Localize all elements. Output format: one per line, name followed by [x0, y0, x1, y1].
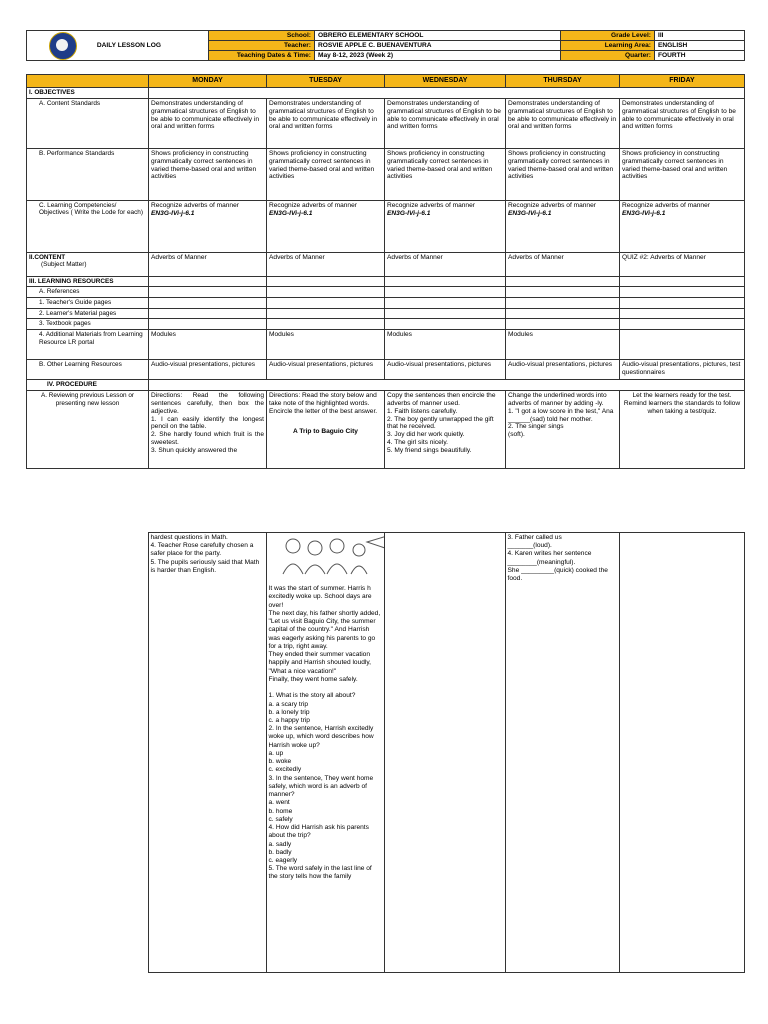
day-header-tuesday: TUESDAY	[267, 75, 385, 88]
other-monday: Audio-visual presentations, pictures	[149, 360, 267, 380]
content-standard-tuesday: Demonstrates understanding of grammatical structures of English to be able to communicate effectively in oral and written forms	[267, 98, 385, 148]
continued-thursday: 3. Father called us _______(loud). 4. Karen writes her sentence ________(meaningful). She _________(quick) cooked the food.	[505, 533, 619, 973]
review-label: A. Reviewing previous Lesson or presenting new lesson	[27, 390, 149, 468]
continued-friday	[619, 533, 744, 973]
other-resources-label: B. Other Learning Resources	[27, 360, 149, 380]
title-cell	[27, 31, 209, 61]
lesson-table	[26, 74, 745, 469]
performance-standard-thursday: Shows proficiency in constructing grammatically correct sentences in varied theme-based oral and written activities	[506, 148, 620, 200]
day-header-monday: MONDAY	[149, 75, 267, 88]
other-wednesday: Audio-visual presentations, pictures	[385, 360, 506, 380]
performance-standards-label: B. Performance Standards	[27, 148, 149, 200]
content-monday: Adverbs of Manner	[149, 252, 267, 276]
day-header-friday: FRIDAY	[620, 75, 745, 88]
objectives-heading: I. OBJECTIVES	[27, 88, 149, 99]
content-thursday: Adverbs of Manner	[506, 252, 620, 276]
review-monday: Directions: Read the following sentences carefully, then box the adjective. 1. I can easily identify the longest pencil on the table. 2. She hardly found which fruit is the sweetest. 3. Shun quickly answered the	[149, 390, 267, 468]
day-header-thursday: THURSDAY	[506, 75, 620, 88]
quarter-value: FOURTH	[655, 51, 745, 61]
additional-friday	[620, 330, 745, 360]
competency-wednesday: Recognize adverbs of manner EN3G-IVi-j-6.1	[385, 200, 506, 252]
lm-label: 2. Learner's Material pages	[27, 308, 149, 319]
additional-tuesday: Modules	[267, 330, 385, 360]
content-label: II.CONTENT (Subject Matter)	[27, 252, 149, 276]
procedure-heading: IV. PROCEDURE	[27, 380, 149, 391]
grade-value: III	[655, 31, 745, 41]
content-friday: QUIZ #2: Adverbs of Manner	[620, 252, 745, 276]
content-wednesday: Adverbs of Manner	[385, 252, 506, 276]
area-value: ENGLISH	[655, 41, 745, 51]
story-title: A Trip to Baguio City	[293, 427, 358, 435]
additional-wednesday: Modules	[385, 330, 506, 360]
quarter-label: Quarter:	[561, 51, 655, 61]
additional-thursday: Modules	[506, 330, 620, 360]
tg-label: 1. Teacher's Guide pages	[27, 298, 149, 309]
references-label: A. References	[27, 287, 149, 298]
learning-resources-heading: III. LEARNING RESOURCES	[27, 276, 149, 287]
competencies-label: C. Learning Competencies/ Objectives ( Write the Lode for each)	[27, 200, 149, 252]
review-thursday: Change the underlined words into adverbs of manner by adding -ly. 1. "I got a low score in the test," Ana ______(sad) told her mother. 2. The singer sings (soft).	[506, 390, 620, 468]
content-standard-monday: Demonstrates understanding of grammatical structures of English to be able to communicate effectively in oral and written forms	[149, 98, 267, 148]
dates-label: Teaching Dates & Time:	[209, 51, 315, 61]
review-friday: Let the learners ready for the test. Remind learners the standards to follow when taking a test/quiz.	[620, 390, 745, 468]
header-table	[26, 30, 745, 61]
review-wednesday: Copy the sentences then encircle the adverbs of manner used. 1. Faith listens carefully. 2. The boy gently unwrapped the gift that he received. 3. Joy did her work quietly. 4. The girl sits nicely. 5. My friend sings beautifully.	[385, 390, 506, 468]
competency-friday: Recognize adverbs of manner EN3G-IVi-j-6.1	[620, 200, 745, 252]
grade-label: Grade Level:	[561, 31, 655, 41]
corner-cell	[27, 75, 149, 88]
continued-monday: hardest questions in Math. 4. Teacher Rose carefully chosen a safer place for the party. 5. The pupils seriously said that Math is harder than English.	[148, 533, 266, 973]
deped-seal-icon	[49, 32, 77, 60]
performance-standard-friday: Shows proficiency in constructing grammatically correct sentences in varied theme-based oral and written activities	[620, 148, 745, 200]
children-illustration-icon	[271, 534, 385, 576]
other-tuesday: Audio-visual presentations, pictures	[267, 360, 385, 380]
lesson-table-continued	[26, 532, 745, 973]
dates-value: May 8-12, 2023 (Week 2)	[315, 51, 561, 61]
story-and-questions: It was the start of summer. Harris h excitedly woke up. School days are over! The next day, his father shortly added, "Let us visit Baguio City, the summer capital of the country." And Harrish was eagerly asking his parents to go for a trip, right away. They ended their summer vacation happily and Harrish shouted loudly, "What a nice vacation!" Finally, they went home safely. 1. What is the story all about? a. a scary trip b. a lonely trip c. a happy trip 2. In the sentence, Harrish excitedly woke up, which word describes how Harrish woke up? a. up b. woke c. excitedly 3. In the sentence, They went home safely, which word is an adverb of manner? a. went b. home c. safely 4. How did Harrish ask his parents about the trip? a. sadly b. badly c. eagerly 5. The word safely in the last line of the story tells how the family	[268, 585, 381, 881]
day-header-wednesday: WEDNESDAY	[385, 75, 506, 88]
other-thursday: Audio-visual presentations, pictures	[506, 360, 620, 380]
competency-tuesday: Recognize adverbs of manner EN3G-IVi-j-6.1	[267, 200, 385, 252]
document-title: DAILY LESSON LOG	[96, 42, 161, 50]
teacher-label: Teacher:	[209, 41, 315, 51]
performance-standard-tuesday: Shows proficiency in constructing grammatically correct sentences in varied theme-based oral and written activities	[267, 148, 385, 200]
competency-thursday: Recognize adverbs of manner EN3G-IVi-j-6.1	[506, 200, 620, 252]
content-tuesday: Adverbs of Manner	[267, 252, 385, 276]
competency-monday: Recognize adverbs of manner EN3G-IVi-j-6.1	[149, 200, 267, 252]
school-label: School:	[209, 31, 315, 41]
review-tuesday-directions: Directions: Read the story below and take note of the highlighted words. Encircle the letter of the best answer.	[269, 391, 378, 415]
content-standard-wednesday: Demonstrates understanding of grammatical structures of English to be able to communicate effectively in oral and written forms	[385, 98, 506, 148]
content-standard-thursday: Demonstrates understanding of grammatical structures of English to be able to communicate effectively in oral and written forms	[506, 98, 620, 148]
continued-tuesday	[266, 533, 384, 973]
content-standard-friday: Demonstrates understanding of grammatical structures of English to be able to communicate effectively in oral and written forms	[620, 98, 745, 148]
performance-standard-monday: Shows proficiency in constructing grammatically correct sentences in varied theme-based oral and written activities	[149, 148, 267, 200]
continued-wednesday	[384, 533, 505, 973]
additional-monday: Modules	[149, 330, 267, 360]
content-standards-label: A. Content Standards	[27, 98, 149, 148]
textbook-label: 3. Textbook pages	[27, 319, 149, 330]
teacher-value: ROSVIE APPLE C. BUENAVENTURA	[315, 41, 561, 51]
area-label: Learning Area:	[561, 41, 655, 51]
school-value: OBRERO ELEMENTARY SCHOOL	[315, 31, 561, 41]
other-friday: Audio-visual presentations, pictures, test questionnaires	[620, 360, 745, 380]
additional-label: 4. Additional Materials from Learning Resource LR portal	[27, 330, 149, 360]
review-tuesday	[267, 390, 385, 468]
performance-standard-wednesday: Shows proficiency in constructing grammatically correct sentences in varied theme-based oral and written activities	[385, 148, 506, 200]
